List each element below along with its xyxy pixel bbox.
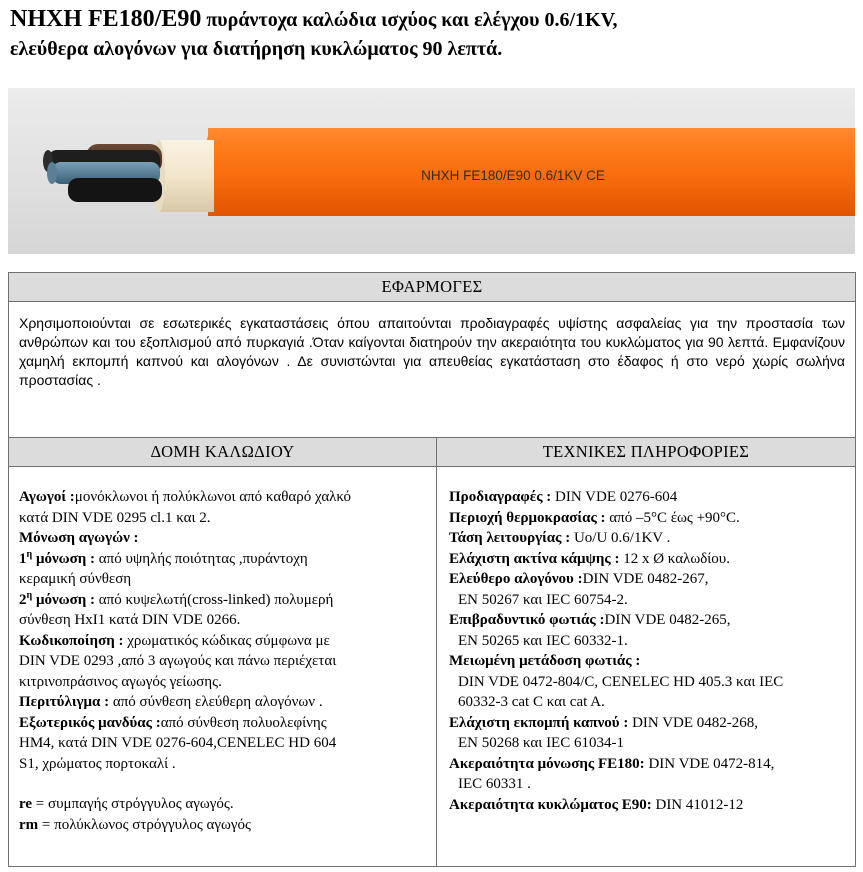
sheath-row-3: S1, χρώματος πορτοκαλί . [19, 755, 176, 772]
fire-row-3: 60332-3 cat C και cat A. [458, 694, 605, 710]
insulation-heading [19, 528, 426, 549]
construction-heading: ΔΟΜΗ ΚΑΛΩΔΙΟΥ [150, 442, 295, 461]
cable-photo [8, 88, 855, 254]
insulation-2-text: από κυψελωτή(cross-linked) πολυμερή [95, 591, 334, 608]
smoke-row [449, 713, 845, 734]
technical-body [437, 467, 856, 867]
re-text: = συμπαγής στρόγγυλος αγωγός. [32, 796, 234, 812]
smoke-label: Ελάχιστη εκπομπή καπνού : [449, 714, 629, 731]
title-line-1 [10, 4, 855, 35]
product-code: NHXH FE180/E90 [10, 6, 202, 32]
coding-row-3: κιτρινοπράσινος αγωγός γείωσης. [19, 673, 222, 690]
cable-filler [158, 140, 214, 212]
insulation-1-number: 1 [19, 550, 27, 567]
rm-text: = πολύκλωνος στρόγγυλος αγωγός [38, 816, 251, 833]
conductors-row-2: κατά DIN VDE 0295 cl.1 και 2. [19, 509, 211, 526]
insulation-integrity-row-2: IEC 60331 . [458, 776, 531, 792]
radius-label: Ελάχιστη ακτίνα κάμψης : [449, 550, 620, 567]
circuit-integrity-label: Ακεραιότητα κυκλώματος E90: [449, 796, 652, 813]
wrap-text: από σύνθεση ελεύθερη αλογόνων . [109, 694, 323, 710]
sheath-row [19, 713, 426, 734]
flame-row [449, 610, 845, 631]
insulation-2-label: μόνωση : [32, 591, 96, 608]
black-conductor-lower [68, 178, 162, 202]
flame-row-2: EN 50265 και IEC 60332-1. [458, 632, 628, 649]
applications-body [9, 302, 856, 438]
insulation-1-row [19, 549, 426, 570]
temp-label: Περιοχή θερμοκρασίας : [449, 509, 606, 526]
halogen-text: DIN VDE 0482-267, [582, 571, 709, 587]
voltage-label: Τάση λειτουργίας : [449, 530, 571, 546]
smoke-row-2: EN 50268 και IEC 61034-1 [458, 735, 624, 751]
halogen-row-2: EN 50267 και IEC 60754-2. [458, 591, 628, 608]
temp-row [449, 508, 845, 529]
sheath-row-2: HM4, κατά DIN VDE 0276-604,CENELEC HD 604 [19, 735, 337, 751]
applications-heading: ΕΦΑΡΜΟΓΕΣ [381, 277, 483, 296]
coding-label: Κωδικοποίηση : [19, 632, 124, 649]
temp-text: από –5°C έως +90°C. [605, 509, 740, 526]
applications-header [9, 273, 856, 302]
insulation-label: Μόνωση αγωγών : [19, 530, 139, 546]
spec-row [449, 487, 845, 508]
cable-print-text: NHXH FE180/E90 0.6/1KV CE [421, 168, 605, 183]
applications-text: Χρησιμοποιούνται σε εσωτερικές εγκαταστάσεις όπου απαιτούνται προδιαγραφές υψίστης ασφαλείας για την προστασία των ανθρώπων και του εξοπλισμού από πυρκαγιά .Όταν καίγονται διατηρούν την ακεραιότητα του κυκλώματος για 90 λεπτά. Εμφανίζουν χαμηλή εκπομπή καπνού και αλογόνων . Δε συνιστώνται για απευθείας εγκατάσταση στο έδαφος ή στο νερό χωρίς σωλήνα προστασίας . [19, 315, 846, 388]
re-label: re [19, 796, 33, 812]
conductors-row [19, 487, 426, 508]
conductors-label: Αγωγοί : [19, 489, 75, 505]
insulation-1-label: μόνωση : [32, 550, 96, 567]
sheath-text: από σύνθεση πολυολεφίνης [160, 714, 327, 731]
technical-heading: ΤΕΧΝΙΚΕΣ ΠΛΗΡΟΦΟΡΙΕΣ [542, 442, 750, 461]
spec-table [8, 272, 856, 867]
construction-body [9, 467, 437, 867]
radius-text: 12 x Ø καλωδίου. [619, 550, 730, 567]
voltage-row [449, 528, 845, 549]
construction-header [9, 438, 437, 467]
flame-text: DIN VDE 0482-265, [604, 612, 731, 628]
insulation-integrity-text: DIN VDE 0472-814, [644, 755, 775, 772]
spec-label: Προδιαγραφές : [449, 489, 552, 505]
halogen-row [449, 569, 845, 590]
technical-header [437, 438, 856, 467]
conductors-text: μονόκλωνοι ή πολύκλωνοι από καθαρό χαλκό [74, 489, 352, 505]
wrap-label: Περιτύλιγμα : [19, 694, 110, 710]
voltage-text: Uo/U 0.6/1KV . [570, 530, 671, 546]
coding-row-2: DIN VDE 0293 ,από 3 αγωγούς και πάνω περιέχεται [19, 653, 337, 669]
insulation-1-text: από υψηλής ποιότητας ,πυράντοχη [95, 550, 308, 567]
circuit-integrity-text: DIN 41012-12 [651, 796, 744, 813]
insulation-1-row-2: κεραμική σύνθεση [19, 571, 132, 587]
title-description: πυράντοχα καλώδια ισχύος και ελέγχου 0.6/1KV, [201, 9, 618, 31]
sheath-label: Εξωτερικός μανδύας : [19, 714, 161, 731]
insulation-2-sup: η [26, 589, 33, 601]
page-title [10, 4, 855, 63]
title-line-2: ελεύθερα αλογόνων για διατήρηση κυκλώματος 90 λεπτά. [10, 38, 503, 60]
cable-illustration [8, 88, 855, 254]
insulation-integrity-label: Ακεραιότητα μόνωσης FE180: [449, 755, 645, 772]
smoke-text: DIN VDE 0482-268, [628, 714, 759, 731]
radius-row [449, 549, 845, 570]
circuit-integrity-row [449, 795, 845, 816]
insulation-2-number: 2 [19, 591, 27, 608]
fire-row-2: DIN VDE 0472-804/C, CENELEC HD 405.3 και IEC [458, 673, 784, 690]
fire-label: Μειωμένη μετάδοση φωτιάς : [449, 653, 641, 669]
insulation-integrity-row [449, 754, 845, 775]
spec-text: DIN VDE 0276-604 [551, 489, 678, 505]
halogen-label: Ελεύθερο αλογόνου : [449, 571, 583, 587]
insulation-1-sup: η [26, 548, 33, 560]
rm-row [19, 815, 426, 836]
rm-label: rm [19, 816, 39, 833]
coding-row [19, 631, 426, 652]
flame-label: Επιβραδυντικό φωτιάς : [449, 612, 605, 628]
coding-text: χρωματικός κώδικας σύμφωνα με [123, 632, 330, 649]
wrap-row [19, 692, 426, 713]
fire-row [449, 651, 845, 672]
insulation-2-row-2: σύνθεση HxI1 κατά DIN VDE 0266. [19, 612, 241, 628]
insulation-2-row [19, 590, 426, 611]
re-row [19, 794, 426, 815]
